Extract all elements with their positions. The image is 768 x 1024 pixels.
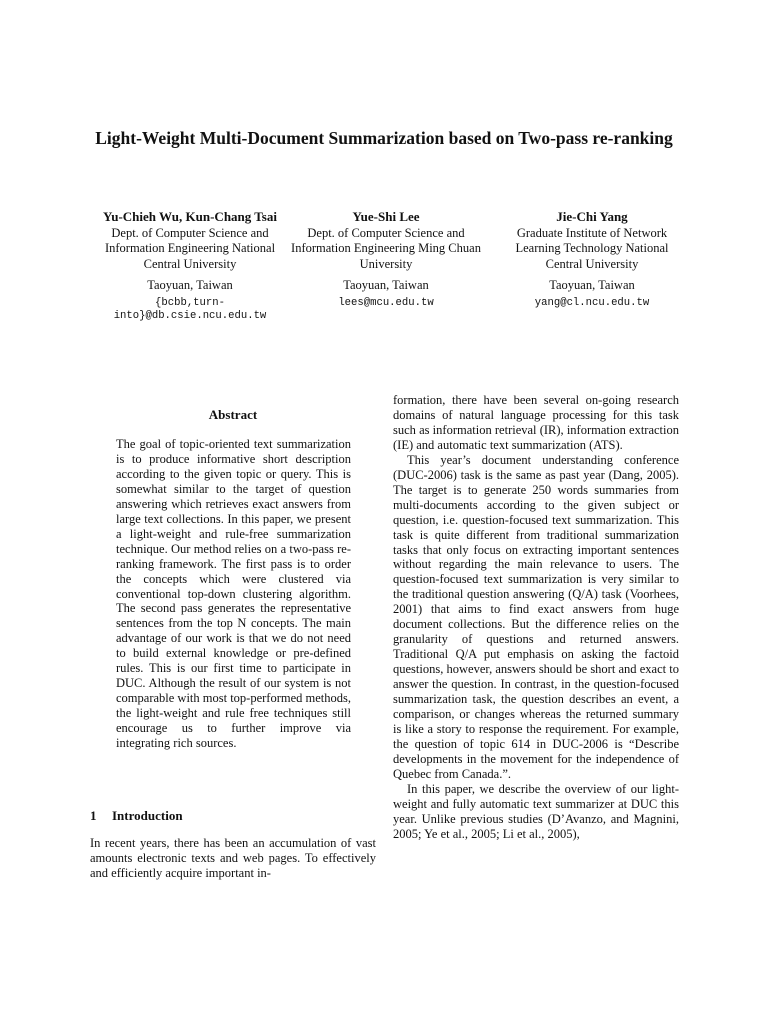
paper-title: Light-Weight Multi-Document Summarization based on Two-pass re-ranking xyxy=(95,128,673,148)
intro-paragraph: formation, there have been several on-going research domains of natural language processing for this task such as information retrieval (IR), information extraction (IE) and automatic text summarization (ATS). xyxy=(393,393,679,452)
author-affiliation: Graduate Institute of Network Learning Technology National Central University xyxy=(515,225,669,271)
author-email: lees@mcu.edu.tw xyxy=(338,296,434,309)
author-email: {bcbb,turn-into}@db.csie.ncu.edu.tw xyxy=(113,296,267,322)
section-title: Introduction xyxy=(112,808,183,823)
intro-paragraph: In this paper, we describe the overview of our light-weight and fully automatic text summarizer at DUC this year. Unlike previous studies (D’Avanzo, and Magnini, 2005; Ye et al., 2005; Li et al., 2005), xyxy=(393,781,679,841)
author-name: Yu-Chieh Wu, Kun-Chang Tsai xyxy=(103,209,277,224)
author-name: Jie-Chi Yang xyxy=(556,209,628,224)
abstract-text: The goal of topic-oriented text summarization is to produce informative short description according to the given topic or query. This is somewhat similar to the target of question answering which retrieves exact answers from large text collections. In this paper, we present a light-weight and rule-free summarization technique. Our method relies on a two-pass re-ranking framework. The first pass is to order the concepts which were clustered via conventional top-down clustering algorithm. The second pass generates the representative sentences from the top N concepts. The main advantage of our work is that we do not need to build external knowledge or pre-defined rules. This is our first time to participate in DUC. Although the result of our system is not comparable with most top-performed methods, the light-weight and rule free techniques still encourage us to further improve via integrating rich sources. xyxy=(116,437,352,751)
section-heading xyxy=(90,808,376,824)
author-name: Yue-Shi Lee xyxy=(352,209,420,224)
author-location: Taoyuan, Taiwan xyxy=(147,278,233,292)
intro-paragraph: This year’s document understanding conference (DUC-2006) task is the same as past year (Dang, 2005). The target is to generate 250 words summaries from multi-documents according to the given subject or question, i.e. question-focused text summarization. This task is quite different from traditional summarization tasks that only focus on extracting important sentences without regarding the main relevance to users. The question-focused text summarization is very similar to the traditional question answering (Q/A) task (Voorhees, 2001) that aims to find exact answers from huge document collections. But the difference relies on the granularity of questions and returned answers. Traditional Q/A put emphasis on asking the factoid questions, however, answers should be short and exact to answer the question. In contrast, in the question-focused summarization task, the question describes an event, a comparison, or changes whereas the returned summary is like a story to response the requirement. For example, the question of topic 614 in DUC-2006 is “Describe developments in the movement for the independence of Quebec from Canada.”. xyxy=(393,452,679,781)
intro-paragraph-left: In recent years, there has been an accumulation of vast amounts electronic texts and web pages. To effectively and efficiently acquire important in- xyxy=(90,836,376,881)
author-block-3 xyxy=(500,209,684,310)
author-location: Taoyuan, Taiwan xyxy=(549,278,635,292)
abstract-heading: Abstract xyxy=(208,407,258,422)
author-location: Taoyuan, Taiwan xyxy=(343,278,429,292)
author-email: yang@cl.ncu.edu.tw xyxy=(534,296,650,309)
author-affiliation: Dept. of Computer Science and Information Engineering National Central University xyxy=(104,225,276,271)
right-column xyxy=(393,393,679,842)
author-block-2 xyxy=(290,209,482,310)
author-block-1 xyxy=(88,209,292,323)
section-number: 1 xyxy=(90,808,97,823)
author-affiliation: Dept. of Computer Science and Information Engineering Ming Chuan University xyxy=(291,225,481,271)
